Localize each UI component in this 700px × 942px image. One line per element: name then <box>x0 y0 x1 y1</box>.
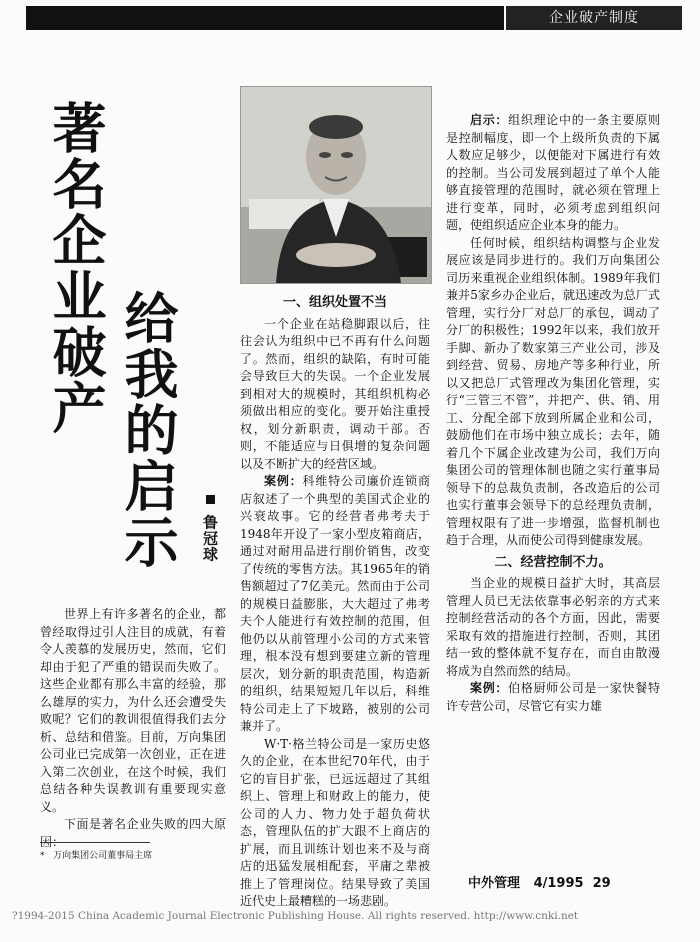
footnote-divider <box>40 842 150 843</box>
journal-name: 中外管理 <box>468 876 521 891</box>
body-paragraph: W·T·格兰特公司是一家历史悠久的企业，在本世纪70年代，由于它的盲目扩张，已远远超过了其组织上、管理上和财政上的能力，使公司的人力、物力处于超负荷状态，管理队伍的扩大跟不上商店的扩展，而且训练计划也来不及与商店的迅猛发展相配套，平庸之辈被推上了管理岗位。结果导致了美国近代史上最糟糕的一场悲剧。 <box>240 736 430 908</box>
intro-paragraph: 世界上有许多著名的企业，都曾经取得过引人注目的成就，有着令人羡慕的发展历史，然而，它们却由于犯了严重的错误而失败了。这些企业都有那么丰富的经验，那么雄厚的实力，为什么还会遭受失败呢？它们的教训很值得我们去分析、总结和借鉴。目前，万向集团公司业已完成第一次创业，正在进入第二次创业，在这个时候，我们总结各种失误教训有重要现实意义。 <box>40 607 226 814</box>
author-byline <box>200 495 221 562</box>
body-paragraph: 当企业的规模日益扩大时，其高层管理人员已无法依靠事必躬亲的方式来控制经营活动的各个方面，因此，需要采取有效的措施进行控制，否则，其团结一致的整体就不复存在，而自由散漫将成为自然而然的结局。 <box>446 576 660 678</box>
author-name: 鲁冠球 <box>201 514 219 563</box>
insight-label: 启示： <box>470 113 509 127</box>
article-title-line2: 给我的启示 <box>116 290 179 570</box>
author-portrait <box>240 86 432 284</box>
intro-column <box>40 606 226 851</box>
case-paragraph <box>446 680 660 715</box>
body-paragraph: 一个企业在站稳脚跟以后，往往会认为组织中已不再有什么问题了。然而，组织的缺陷，有时可能会导致巨大的失误。一个企业发展到相对大的规模时，其组织机构必须做出相应的变化。要开始注重授权，划分新职责，调动干部。否则，不能适应与日俱增的复杂问题以及不断扩大的经营区域。 <box>240 316 430 471</box>
portrait-illustration <box>241 87 431 283</box>
article-title-line1: 著名企业破产 <box>44 100 107 436</box>
footnote <box>40 848 152 861</box>
footnote-text: 万向集团公司董事局主席 <box>53 851 153 861</box>
page-info <box>468 872 611 891</box>
insight-paragraph <box>446 112 660 235</box>
header-bar <box>0 0 700 36</box>
case-label: 案例： <box>470 681 509 695</box>
footnote-mark: * <box>40 851 45 861</box>
header-black-band <box>26 6 504 30</box>
section-heading: 二、经营控制不力。 <box>494 554 612 570</box>
case-paragraph <box>240 473 430 736</box>
case-text: 伯格厨师公司是一家快餐特许专营公司，尽管它有实力雄 <box>446 681 660 713</box>
case-text: 科维特公司廉价连锁商店叙述了一个典型的美国式企业的兴衰故事。它的经营者弗考夫于1948年开设了一家小型皮箱商店，通过对耐用品进行削价销售，改变了传统的零售方法。其1965年的销售额超过了7亿美元。然而由于公司的规模日益膨胀，大大超过了弗考夫个人能进行有效控制的范围，但他仍以从前管理小公司的方式来管理，根本没有想到要建立新的管理层次，划分新的职责范围，构造新的组织，结果短短几年以后，科维特公司走上了下坡路，被别的公司兼并了。 <box>240 474 430 733</box>
issue-number: 4/1995 <box>533 876 584 891</box>
case-label: 案例： <box>264 474 303 488</box>
body-paragraph: 任何时候，组织结构调整与企业发展应该是同步进行的。我们万向集团公司历来重视企业组织体制。1989年我们兼并5家乡办企业后，就迅速改为总厂式管理，实行分厂对总厂的承包，调动了分厂的积极性；1992年以来，我们放开手脚、新办了数家第三产业公司，涉及到经营、贸易、房地产等多种行业，所以又把总厂式管理改为集团化管理，实行“三管三不管”，并把产、供、销、用工、分配全部下放到所属企业和公司，鼓励他们在市场中独立成长；去年，随着几个下属企业改建为公司，我们万向集团公司的管理体制也随之实行董事局领导下的总裁负责制，各改造后的公司也实行董事会领导下的总经理负责制，管理权限有了进一步增强，监督机制也趋于合理，从而使公司得到健康发展。 <box>446 235 660 547</box>
section-heading: 一、组织处置不当 <box>282 295 387 310</box>
byline-square-icon <box>206 495 215 504</box>
middle-column <box>240 290 430 911</box>
insight-text: 组织理论中的一条主要原则是控制幅度，即一个上级所负责的下属人数应足够少，以便能对下属进行有效的控制。当公司发展到超过了单个人能够直接管理的范围时，就必须在管理上进行变革，同时，必须考虑到组织问题，使组织适应企业本身的能力。 <box>446 113 660 232</box>
section-label: 企业破产制度 <box>506 6 682 30</box>
page-number: 29 <box>592 876 611 891</box>
right-column <box>446 112 660 715</box>
intro-paragraph: 下面是著名企业失败的四大原因： <box>40 817 226 849</box>
copyright-footer: ?1994-2015 China Academic Journal Electronic Publishing House. All rights reserved. http://www.cnki.net <box>12 910 579 922</box>
